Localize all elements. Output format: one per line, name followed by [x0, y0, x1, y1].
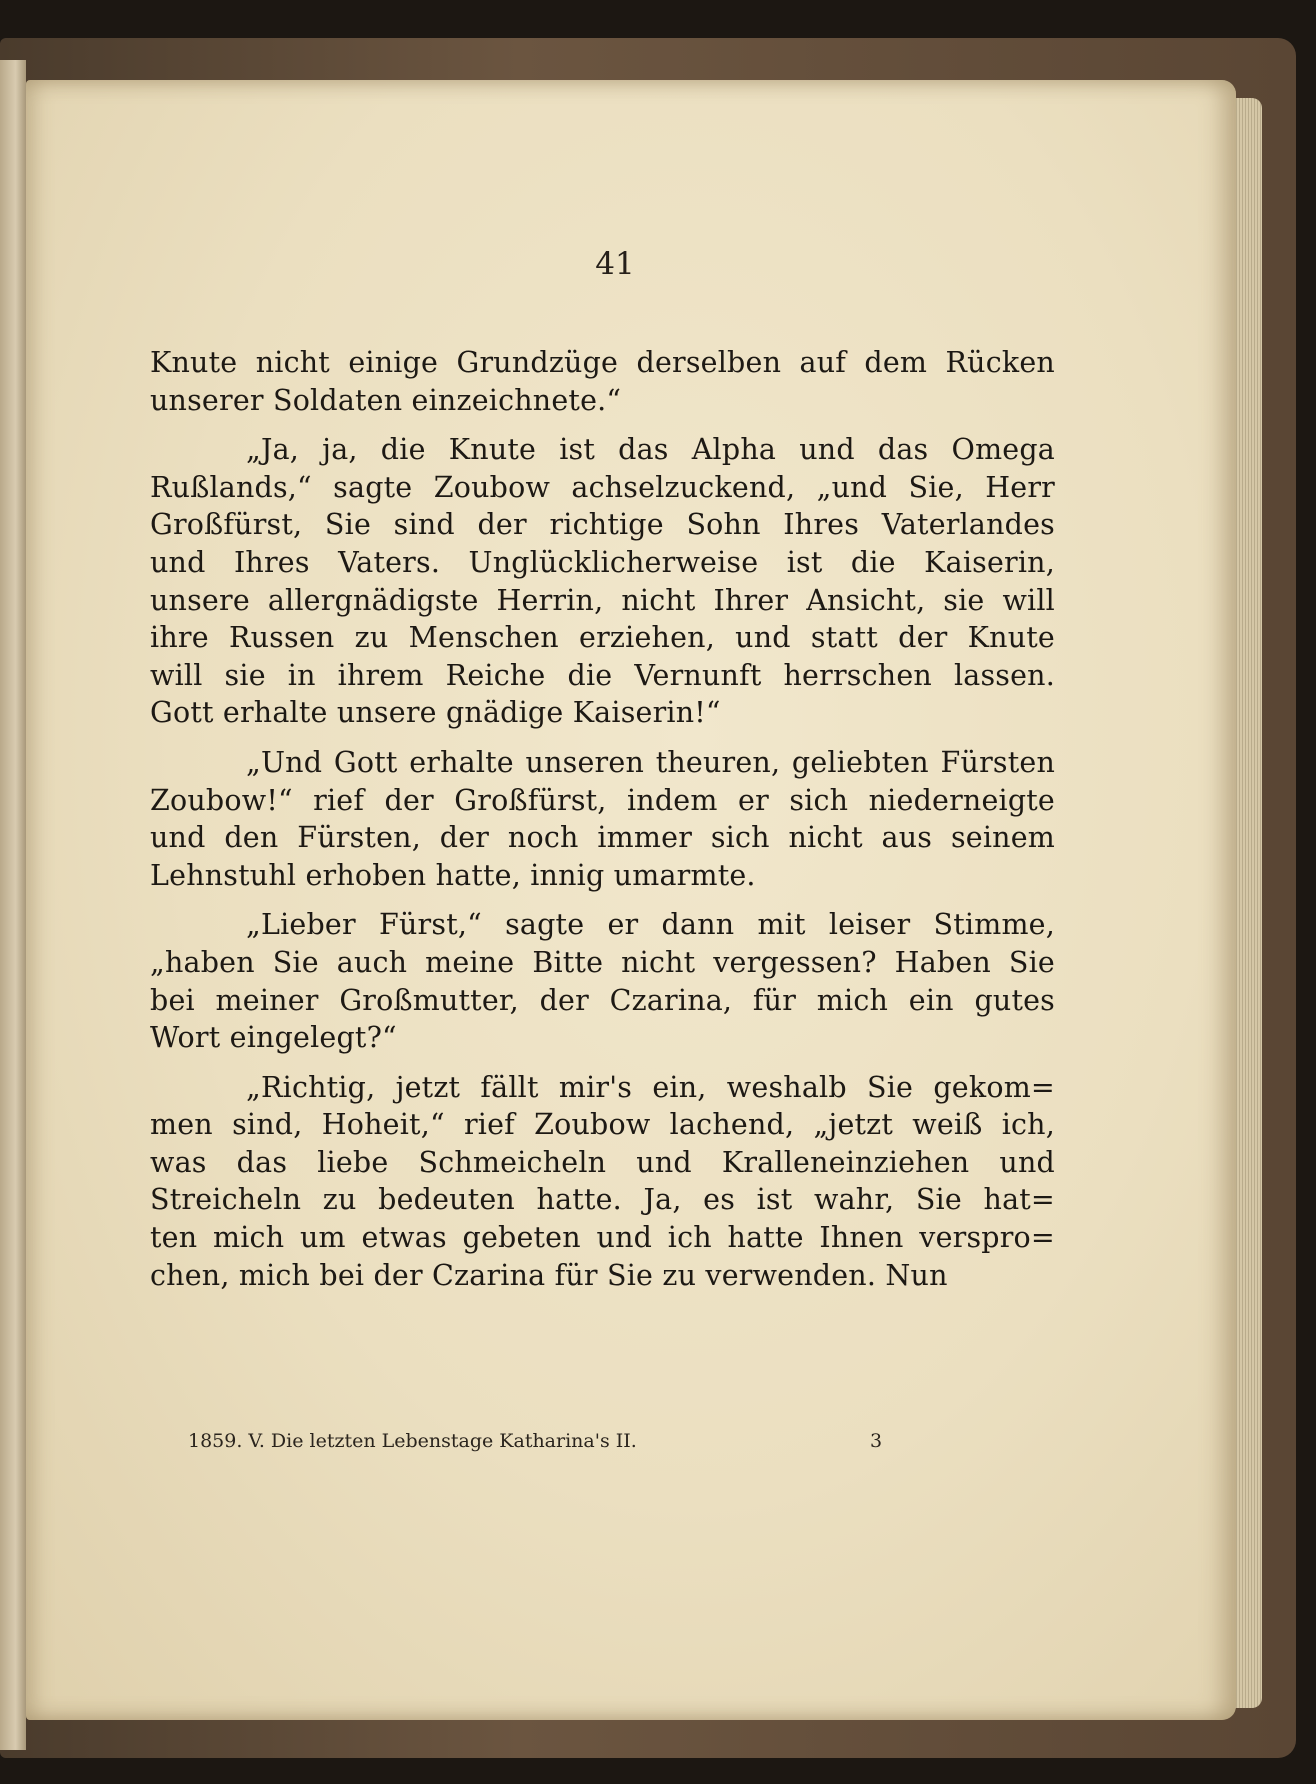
text-line: „Ja, ja, die Knute ist das Alpha und das Omega	[246, 433, 1055, 467]
paragraph	[150, 344, 1055, 419]
paragraph	[150, 906, 1055, 1056]
page-number: 41	[595, 246, 635, 282]
text-line: bei meiner Großmutter, der Czarina, für mich ein gutes	[150, 983, 1055, 1017]
text-line: men sind, Hoheit,“ rief Zoubow lachend, „jetzt weiß ich,	[150, 1108, 1055, 1142]
text-line: Zoubow!“ rief der Großfürst, indem er sich niederneigte	[150, 783, 1055, 817]
paragraph	[150, 1069, 1055, 1295]
text-line: ihre Russen zu Menschen erziehen, und statt der Knute	[150, 621, 1055, 655]
text-line: Knute nicht einige Grundzüge derselben auf dem Rücken	[150, 346, 1055, 379]
text-line: „Und Gott erhalte unseren theuren, geliebten Fürsten	[246, 745, 1055, 779]
paragraph	[150, 431, 1055, 732]
text-line: Rußlands,“ sagte Zoubow achselzuckend, „und Sie, Herr	[150, 470, 1055, 504]
paragraph-gap	[150, 894, 1055, 906]
text-line: Großfürst, Sie sind der richtige Sohn Ihres Vaterlandes	[150, 508, 1055, 542]
paragraph-gap	[150, 419, 1055, 431]
text-line: „Richtig, jetzt fällt mir's ein, weshalb Sie gekom=	[246, 1070, 1055, 1104]
text-line: chen, mich bei der Czarina für Sie zu verwenden. Nun	[150, 1258, 948, 1292]
paragraph-gap	[150, 732, 1055, 744]
previous-page-edge	[0, 60, 26, 1750]
footer-signature: 1859. V. Die letzten Lebenstage Katharina's II.	[188, 1430, 637, 1452]
text-line: und den Fürsten, der noch immer sich nicht aus seinem	[150, 821, 1055, 855]
paragraph-gap	[150, 1057, 1055, 1069]
text-line: ten mich um etwas gebeten und ich hatte Ihnen verspro=	[150, 1221, 1055, 1255]
text-line: und Ihres Vaters. Unglücklicherweise ist die Kaiserin,	[150, 545, 1055, 579]
text-line: „haben Sie auch meine Bitte nicht vergessen? Haben Sie	[150, 945, 1055, 979]
text-line: Gott erhalte unsere gnädige Kaiserin!“	[150, 696, 721, 730]
footer-sheet-number: 3	[870, 1430, 883, 1452]
text-line: unserer Soldaten einzeichnete.“	[150, 383, 622, 417]
text-line: Lehnstuhl erhoben hatte, innig umarmte.	[150, 858, 756, 892]
paragraph	[150, 744, 1055, 894]
text-line: was das liebe Schmeicheln und Kralleneinziehen und	[150, 1145, 1055, 1179]
page-body-text	[150, 344, 1055, 1294]
text-line: unsere allergnädigste Herrin, nicht Ihrer Ansicht, sie will	[150, 583, 1055, 617]
text-line: Wort eingelegt?“	[150, 1021, 397, 1055]
text-line: „Lieber Fürst,“ sagte er dann mit leiser Stimme,	[246, 908, 1055, 942]
text-line: Streicheln zu bedeuten hatte. Ja, es ist wahr, Sie hat=	[150, 1183, 1055, 1217]
text-line: will sie in ihrem Reiche die Vernunft herrschen lassen.	[150, 658, 1055, 692]
